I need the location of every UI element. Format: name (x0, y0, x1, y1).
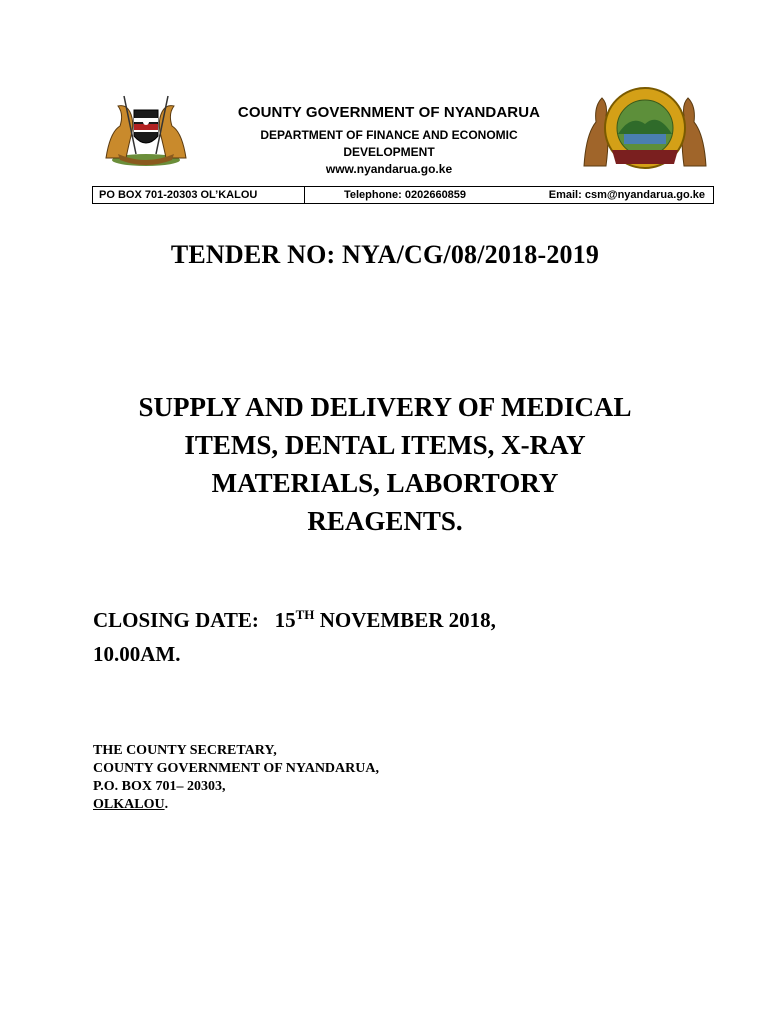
letterhead (92, 84, 714, 204)
department-line-2: DEVELOPMENT (343, 145, 435, 159)
letterhead-title: COUNTY GOVERNMENT OF NYANDARUA (237, 104, 541, 121)
subject-line-4: REAGENTS. (307, 506, 463, 536)
address-line-3: P.O. BOX 701– 20303, (93, 779, 226, 794)
nyandarua-county-seal-icon (576, 84, 714, 172)
subject-line-2: ITEMS, DENTAL ITEMS, X-RAY (184, 430, 586, 460)
address-line-1: THE COUNTY SECRETARY, (93, 743, 277, 758)
closing-month-year: NOVEMBER 2018, (319, 608, 496, 632)
closing-time: 10.00AM. (93, 642, 181, 666)
department-name (239, 127, 539, 161)
submission-address (93, 742, 693, 814)
closing-date (93, 603, 693, 671)
tender-number: TENDER NO: NYA/CG/08/2018-2019 (170, 240, 600, 269)
website-link[interactable]: www.nyandarua.go.ke (325, 162, 453, 176)
address-town-suffix: . (164, 797, 169, 812)
subject-line-3: MATERIALS, LABORTORY (211, 468, 559, 498)
telephone: Telephone: 0202660859 (343, 189, 467, 201)
department-line-1: DEPARTMENT OF FINANCE AND ECONOMIC (260, 128, 518, 142)
closing-day-suffix: TH (295, 607, 315, 622)
po-box: PO BOX 701-20303 OL’KALOU (93, 187, 305, 203)
closing-date-label: CLOSING DATE: (93, 608, 259, 632)
tender-subject (80, 388, 690, 540)
closing-day: 15 (274, 608, 296, 632)
email: Email: csm@nyandarua.go.ke (548, 189, 705, 201)
address-line-2: COUNTY GOVERNMENT OF NYANDARUA, (93, 761, 379, 776)
contact-bar (92, 186, 714, 204)
address-town: OLKALOU (93, 797, 165, 812)
subject-line-1: SUPPLY AND DELIVERY OF MEDICAL (138, 392, 632, 422)
kenya-coat-of-arms-icon (96, 88, 196, 168)
